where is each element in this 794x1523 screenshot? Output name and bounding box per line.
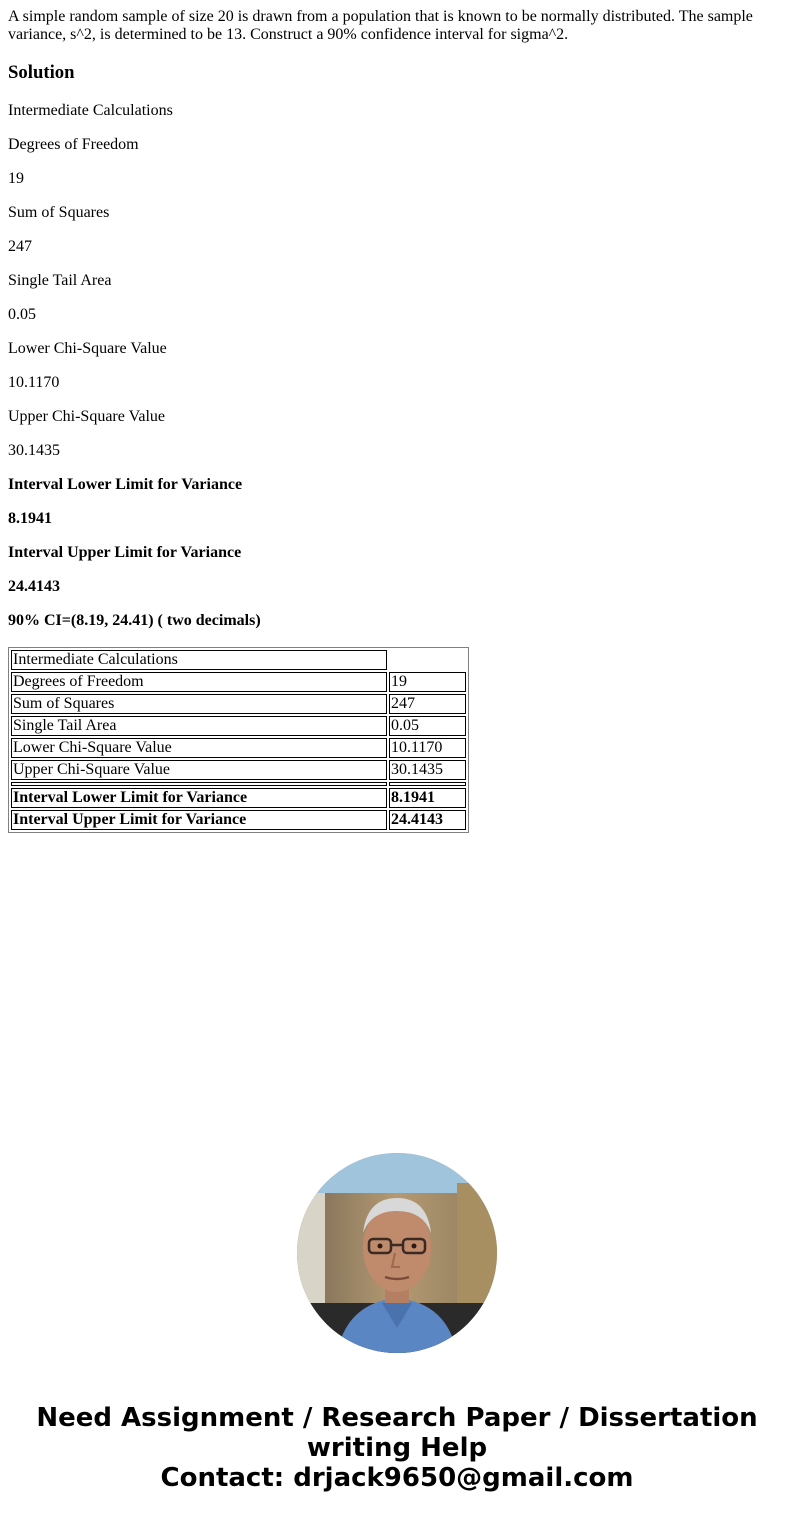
solution-line-degrees-of-freedom-value: 19 (8, 170, 24, 187)
solution-line-lower-limit-value: 8.1941 (8, 510, 52, 527)
table-cell-label: Interval Lower Limit for Variance (11, 788, 387, 808)
table-header-row (11, 650, 466, 670)
table-cell-label: Upper Chi-Square Value (11, 760, 387, 780)
solution-line-lower-limit-label: Interval Lower Limit for Variance (8, 476, 243, 493)
table-cell-label: Interval Upper Limit for Variance (11, 810, 387, 830)
table-cell-label: Degrees of Freedom (11, 672, 387, 692)
solution-line-upper-chi-square-value: 30.1435 (8, 442, 60, 459)
table-result-row (11, 810, 466, 830)
solution-line-upper-limit-label: Interval Upper Limit for Variance (8, 544, 242, 561)
table-cell-value: 8.1941 (389, 788, 466, 808)
solution-line-degrees-of-freedom-label: Degrees of Freedom (8, 136, 139, 153)
author-portrait-icon (297, 1153, 497, 1353)
table-cell-value: 10.1170 (389, 738, 466, 758)
question-text: A simple random sample of size 20 is drawn from a population that is known to be normally distributed. The sample variance, s^2, is determined to be 13. Construct a 90% confidence interval for sigma^2. (8, 8, 753, 43)
table-row (11, 672, 466, 692)
table-header-empty-cell (389, 650, 466, 670)
solution-line-sum-of-squares-value: 247 (8, 238, 32, 255)
table-row (11, 716, 466, 736)
table-cell-value: 24.4143 (389, 810, 466, 830)
table-row (11, 694, 466, 714)
table-cell-value: 0.05 (389, 716, 466, 736)
confidence-interval-answer: 90% CI=(8.19, 24.41) ( two decimals) (8, 612, 261, 629)
table-separator-row (11, 782, 466, 786)
author-avatar (297, 1153, 497, 1353)
solution-line-single-tail-area-label: Single Tail Area (8, 272, 112, 289)
table-row (11, 738, 466, 758)
solution-line-upper-chi-square-label: Upper Chi-Square Value (8, 408, 165, 425)
promo-line-2: writing Help (306, 1433, 488, 1463)
table-row (11, 760, 466, 780)
table-cell-value: 19 (389, 672, 466, 692)
table-cell-label: Single Tail Area (11, 716, 387, 736)
table-cell-value: 30.1435 (389, 760, 466, 780)
solution-line-lower-chi-square-value: 10.1170 (8, 374, 60, 391)
table-cell-label: Sum of Squares (11, 694, 387, 714)
solution-line-lower-chi-square-label: Lower Chi-Square Value (8, 340, 167, 357)
solution-line-single-tail-area-value: 0.05 (8, 306, 36, 323)
calculations-table (8, 647, 469, 833)
table-separator-cell (11, 782, 387, 786)
solution-line-upper-limit-value: 24.4143 (8, 578, 60, 595)
table-cell-label: Lower Chi-Square Value (11, 738, 387, 758)
solution-line-intermediate-calculations: Intermediate Calculations (8, 102, 173, 119)
promo-banner (0, 1403, 794, 1493)
solution-line-sum-of-squares-label: Sum of Squares (8, 204, 110, 221)
promo-line-1: Need Assignment / Research Paper / Dissertation (36, 1403, 758, 1433)
table-cell-value: 247 (389, 694, 466, 714)
table-header-cell: Intermediate Calculations (11, 650, 387, 670)
table-result-row (11, 788, 466, 808)
table-separator-cell (389, 782, 466, 786)
promo-contact: Contact: drjack9650@gmail.com (160, 1463, 634, 1493)
solution-heading: Solution (8, 62, 75, 83)
